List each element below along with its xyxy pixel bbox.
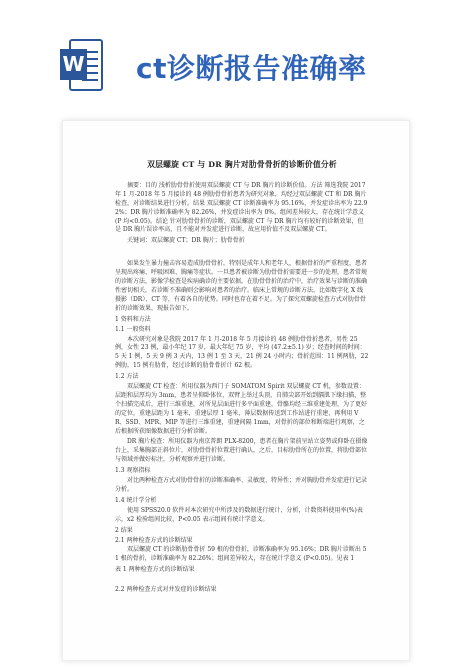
method-dr-paragraph: DR 胸片检查：所用仪器为南京普朗 PLX-8200，患者在胸片架前呈站立姿势或仰卧在摄像台上，采集胸部正斜位片，对肋骨骨折位置进行确认，之后，目标肋骨所在的位置，将肋骨部位与领域并做好标注，分析观察并进行诊断。	[115, 438, 368, 464]
section-heading: 2 结果	[115, 526, 133, 534]
page-title: ct诊断报告准确率	[136, 52, 367, 85]
subsection-heading: 1.2 方法	[115, 373, 139, 381]
page-header	[0, 0, 474, 118]
svg-text:W: W	[62, 52, 85, 76]
subsection-heading: 2.1 两种检查方式的诊断结果	[115, 536, 193, 544]
statistics-paragraph: 使用 SPSS20.0 软件对本次研究中所涉及的数据进行统计、分析，计数资料使用率(%)表示，x2 检验组间比较，P<0.05 表示组间有统计学意义。	[115, 506, 363, 523]
subsection-heading: 2.2 两种检查方式对并发症的诊断结果	[115, 586, 217, 594]
section-heading: 1 资料和方法	[115, 315, 151, 323]
method-ct-paragraph: 双层螺旋 CT 检查：所用仪器为西门子 SOMATOM Spirit 双层螺旋 CT 机，参数设置：层距和层厚均为 3mm，患者呈仰卧体位，双臂上举过头顶，自肺尖部开始到膈肌下缘扫描，整个扫描完成后，进行三维重建，对所见层面进行多平面重建，骨骼均经三维重建处理，为了更好的定位，重建层距为 1 毫米，重建层厚 1 毫米，薄层数据传送到工作站进行重建，再利用 VR、SSD、MPR、MIP 等进行三维重建，重建间隔 1mm，对骨折的部位和断端进行观察，之后根据所获图像数据进行分析诊断。	[115, 383, 368, 435]
word-document-icon	[60, 38, 104, 92]
observation-paragraph: 对比两种检查方式对肋骨骨折的诊断准确率、灵敏度、特异性；并对胸肋骨并发症进行记录分析。	[115, 477, 368, 493]
intro-paragraph: 如果发生暴力撞击容易造成肋骨骨折，特别是成年人和老年人，根据骨折的严重程度，患者呈现出疼痛、呼吸困难、胸痛等症状。一旦患者被诊断为肋骨骨折需要进一步的处理，患者常规的诊断方法，影像学检查是疾病确诊的主要依据。在肋骨骨折的治疗中，治疗效果与诊断的准确性密切相关，若诊断不准确则会影响对患者的治疗。临床上常规的诊断方法，比如数字化 X 线摄影（DR）、CT 等，有着各自的优势。同时也存在着不足。为了探究双螺旋检查方式对肋骨骨折的诊断效果，现报告如下。	[115, 260, 368, 312]
document-preview	[62, 120, 410, 661]
document-body	[115, 161, 369, 596]
subsection-heading: 1.3 观察指标	[115, 467, 151, 475]
document-title: 双层螺旋 CT 与 DR 胸片对肋骨骨折的诊断价值分析	[147, 160, 337, 169]
results-paragraph: 双层螺旋 CT 的诊断肋骨骨折 59 根的骨骨折，诊断准确率为 95.16%；DR 胸片诊断出 51 根的骨折，诊断准确率为 82.26%；组间差异较大，存在统计学意义 (P<0.05)。见表 1	[115, 546, 367, 563]
table-caption: 表 1 两种检查方式的诊断结果	[115, 566, 195, 574]
abstract: 摘要：目的 浅析肋骨骨折使用双层螺旋 CT 与 DR 胸片的诊断价值。方法 筛选我院 2017 年 1 月-2018 年 5 月接诊的 48 例肋骨骨折患者为研究对象，均经过双层螺旋 CT 和 DR 胸片检查，对诊断结果进行分析。结果 双层螺旋 CT 诊断准确率为 95.16%，并发症诊出率为 22.92%；DR 胸片诊断准确率为 82.26%，并发症诊出率为 0%。组间差异较大，存在统计学意义 (P 均<0.05)。结论 针对肋骨骨折的诊断，双层螺旋 CT 与 DR 胸片均有较好的诊断效果，但是 DR 胸片误诊率高，且不能对并发症进行诊断，故应用价值不及双层螺旋 CT。	[115, 181, 368, 234]
subsection-heading: 1.4 统计学分析	[115, 496, 157, 504]
keywords: 关键词：双层螺旋 CT；DR 胸片；肋骨骨折	[127, 237, 245, 245]
general-data-paragraph: 本次研究对象是我院 2017 年 1 月-2018 年 5 月接诊的 48 例肋骨骨折患者，男性 25 例，女性 23 例，最小年纪 17 岁，最大年纪 75 岁，平均 (47.2±5.1) 岁；经查时间的时间：5 天 1 例，5 天 9 例 3 天内，13 例 1 至 3 天，21 例 24 小时内；骨折范围：11 例两肋，22 例肋，15 例有肋骨，经过诊断的肋骨骨折计 62 根。	[115, 335, 369, 370]
subsection-heading: 1.1 一般资料	[115, 325, 151, 333]
